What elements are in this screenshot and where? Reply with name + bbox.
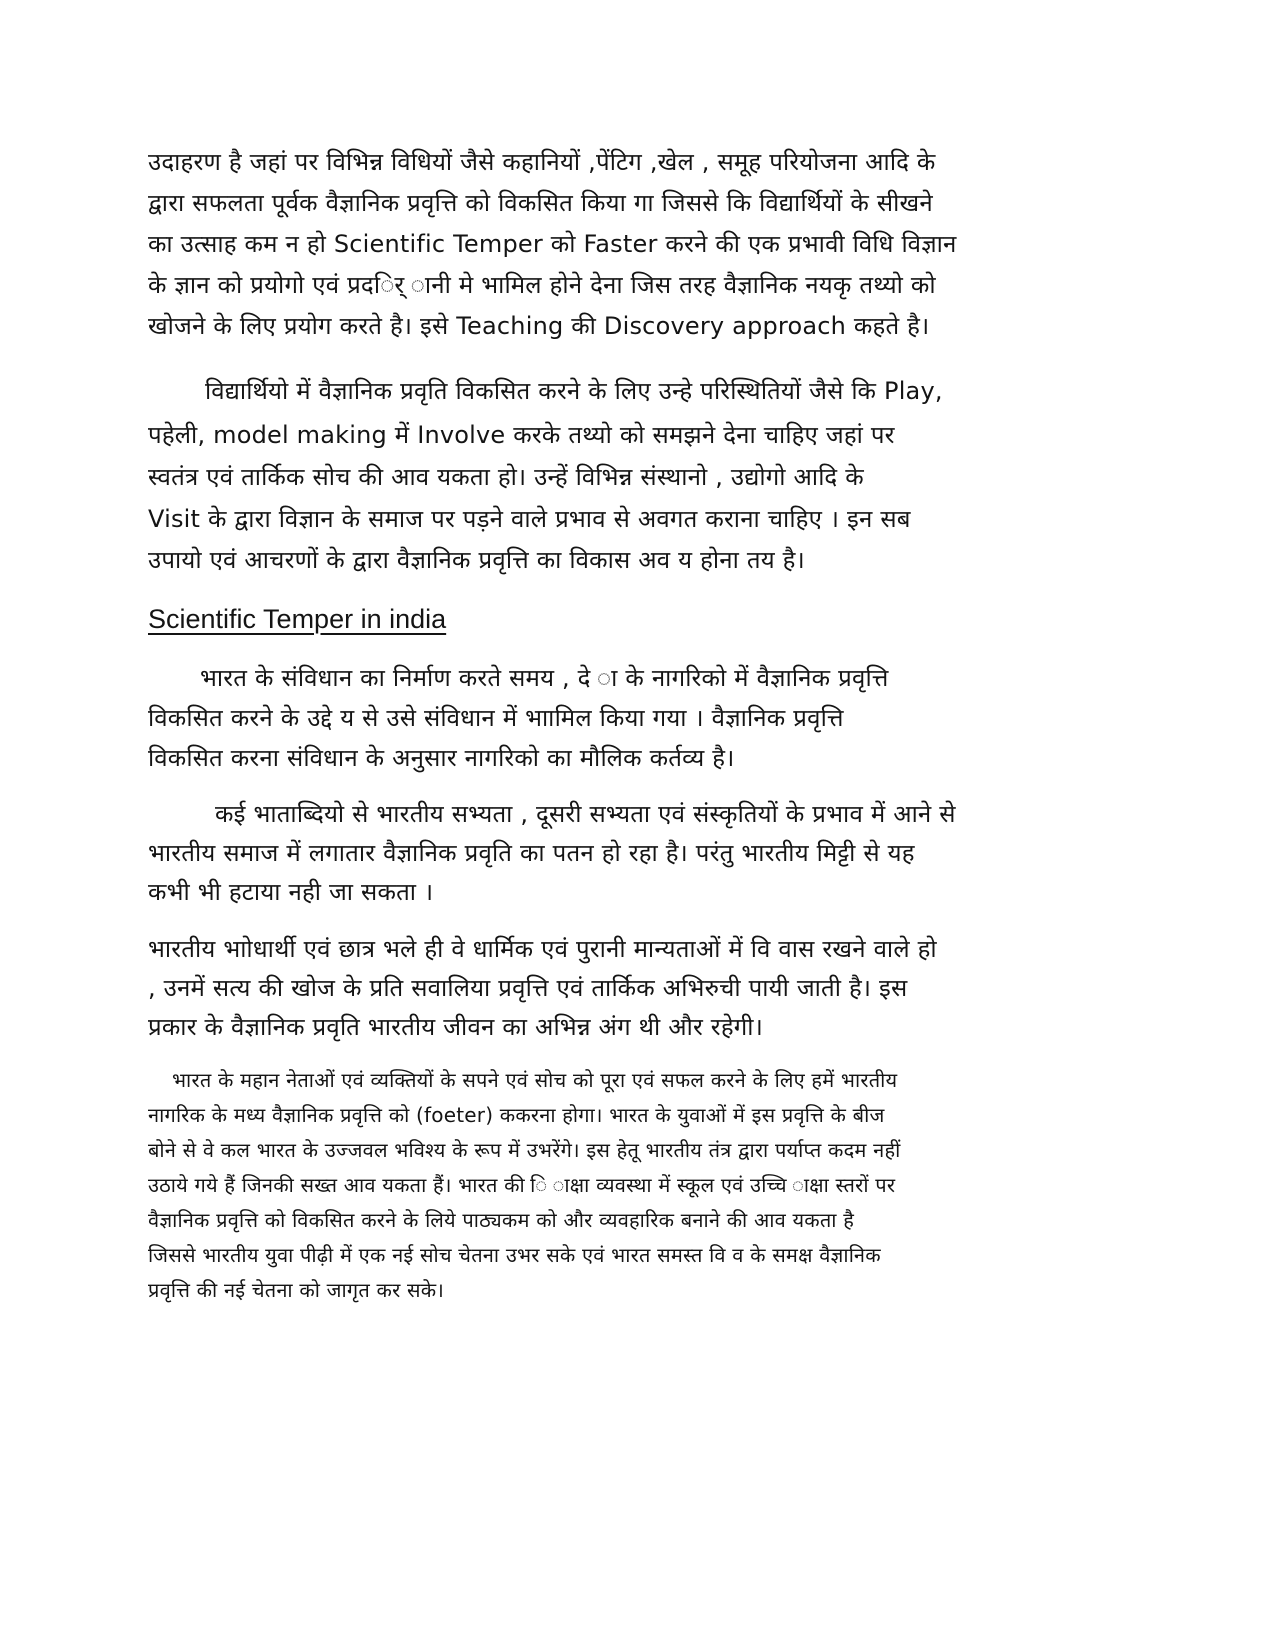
paragraph-6-line-4: उठाये गये हैं जिनकी सख्त आव यकता हैं। भारत की ि ाक्षा व्यवस्था में स्कूल एवं उच्चि ाक्षा स्तरों पर: [148, 1173, 896, 1197]
paragraph-2-line-2: पहेली, model making में Involve करके तथ्यो को समझने देना चाहिए जहां पर: [148, 421, 895, 449]
paragraph-3-line-2: विकसित करने के उद्दे य से उसे संविधान में भाामिल किया गया । वैज्ञानिक प्रवृत्ति: [148, 704, 844, 732]
paragraph-4-line-2: भारतीय समाज में लगातार वैज्ञानिक प्रवृति का पतन हो रहा है। परंतु भारतीय मिट्टी से यह: [148, 839, 915, 867]
paragraph-4-line-3: कभी भी हटाया नही जा सकता ।: [148, 878, 434, 906]
paragraph-3-line-3: विकसित करना संविधान के अनुसार नागरिको का मौलिक कर्तव्य है।: [148, 744, 735, 772]
paragraph-6-line-1: भारत के महान नेताओं एवं व्यक्तियों के सपने एवं सोच को पूरा एवं सफल करने के लिए हमें भारतीय: [172, 1068, 898, 1092]
paragraph-6-line-2: नागरिक के मध्य वैज्ञानिक प्रवृत्ति को (foeter) ककरना होगा। भारत के युवाओं में इस प्रवृत्ति के बीज: [148, 1103, 885, 1127]
paragraph-2-line-3: स्वतंत्र एवं तार्किक सोच की आव यकता हो। उन्हें विभिन्न संस्थानो , उद्योगो आदि के: [148, 463, 864, 491]
paragraph-6-line-5: वैज्ञानिक प्रवृत्ति को विकसित करने के लिये पाठ्यकम को और व्यवहारिक बनाने की आव यकता है: [148, 1208, 855, 1232]
paragraph-4-line-1: कई भाताब्दियो से भारतीय सभ्यता , दूसरी सभ्यता एवं संस्कृतियों के प्रभाव में आने से: [215, 800, 956, 828]
paragraph-5-line-1: भारतीय भाोधार्थी एवं छात्र भले ही वे धार्मिक एवं पुरानी मान्यताओं में वि वास रखने वाले हो: [148, 935, 937, 963]
section-heading: Scientific Temper in india: [148, 604, 447, 634]
paragraph-6-line-7: प्रवृत्ति की नई चेतना को जागृत कर सके।: [148, 1278, 445, 1302]
paragraph-5-line-2: , उनमें सत्य की खोज के प्रति सवालिया प्रवृत्ति एवं तार्किक अभिरुची पायी जाती है। इस: [148, 974, 908, 1002]
paragraph-3-line-1: भारत के संविधान का निर्माण करते समय , दे ा के नागरिको में वैज्ञानिक प्रवृत्ति: [200, 664, 889, 692]
paragraph-1-line-1: उदाहरण है जहां पर विभिन्न विधियों जैसे कहानियों ,पेंटिग ,खेल , समूह परियोजना आदि के: [148, 148, 936, 176]
paragraph-6-line-3: बोने से वे कल भारत के उज्जवल भविश्य के रूप में उभरेंगे। इस हेतू भारतीय तंत्र द्वारा पर्याप्त कदम नहीं: [148, 1138, 901, 1162]
paragraph-1-line-2: द्वारा सफलता पूर्वक वैज्ञानिक प्रवृत्ति को विकसित किया गा जिससे कि विद्यार्थियों के सीखने: [148, 189, 933, 217]
paragraph-2-line-5: उपायो एवं आचरणों के द्वारा वैज्ञानिक प्रवृत्ति का विकास अव य होना तय है।: [148, 546, 805, 574]
paragraph-1-line-5: खोजने के लिए प्रयोग करते है। इसे Teaching की Discovery approach कहते है।: [148, 312, 930, 340]
paragraph-1-line-3: का उत्साह कम न हो Scientific Temper को Faster करने की एक प्रभावी विधि विज्ञान: [148, 230, 957, 258]
paragraph-6-line-6: जिससे भारतीय युवा पीढ़ी में एक नई सोच चेतना उभर सके एवं भारत समस्त वि व के समक्ष वैज्ञानिक: [148, 1243, 881, 1267]
paragraph-2-line-4: Visit के द्वारा विज्ञान के समाज पर पड़ने वाले प्रभाव से अवगत कराना चाहिए । इन सब: [148, 505, 911, 533]
paragraph-2-line-1: विद्यार्थियो में वैज्ञानिक प्रवृति विकसित करने के लिए उन्हे परिस्थितियों जैसे कि Play,: [205, 377, 943, 405]
paragraph-1-line-4: के ज्ञान को प्रयोगो एवं प्रदर्ि ानी मे भामिल होने देना जिस तरह वैज्ञानिक नयकृ तथ्यो को: [148, 271, 936, 299]
paragraph-5-line-3: प्रकार के वैज्ञानिक प्रवृति भारतीय जीवन का अभिन्न अंग थी और रहेगी।: [148, 1013, 763, 1041]
